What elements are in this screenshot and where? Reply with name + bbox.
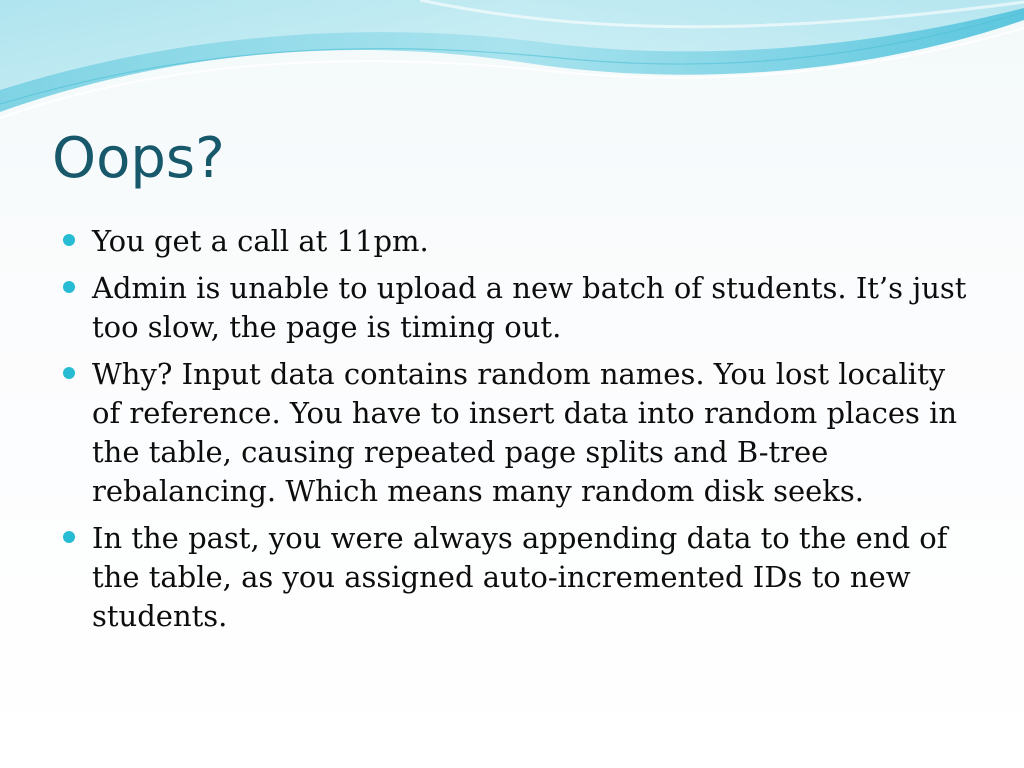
- decorative-wave-banner: [0, 0, 1024, 130]
- bullet-item: [62, 269, 982, 347]
- bullet-item: [62, 222, 982, 261]
- bullet-text: You get a call at 11pm.: [92, 224, 429, 258]
- bullet-text: Why? Input data contains random names. You lost locality of reference. You have to insert data into random places in the table, causing repeated page splits and B-tree rebalancing. Which means many random disk seeks.: [92, 357, 958, 508]
- bullet-icon: [63, 367, 75, 379]
- bullet-icon: [63, 531, 75, 543]
- bullet-icon: [63, 281, 75, 293]
- bullet-text: Admin is unable to upload a new batch of students. It’s just too slow, the page is timing out.: [92, 271, 967, 344]
- bullet-item: [62, 519, 982, 636]
- bullet-item: [62, 355, 982, 511]
- bullet-icon: [63, 234, 75, 246]
- slide-title: Oops?: [52, 126, 225, 191]
- bullet-list: [62, 222, 982, 644]
- bullet-text: In the past, you were always appending data to the end of the table, as you assigned auto-incremented IDs to new students.: [92, 521, 948, 633]
